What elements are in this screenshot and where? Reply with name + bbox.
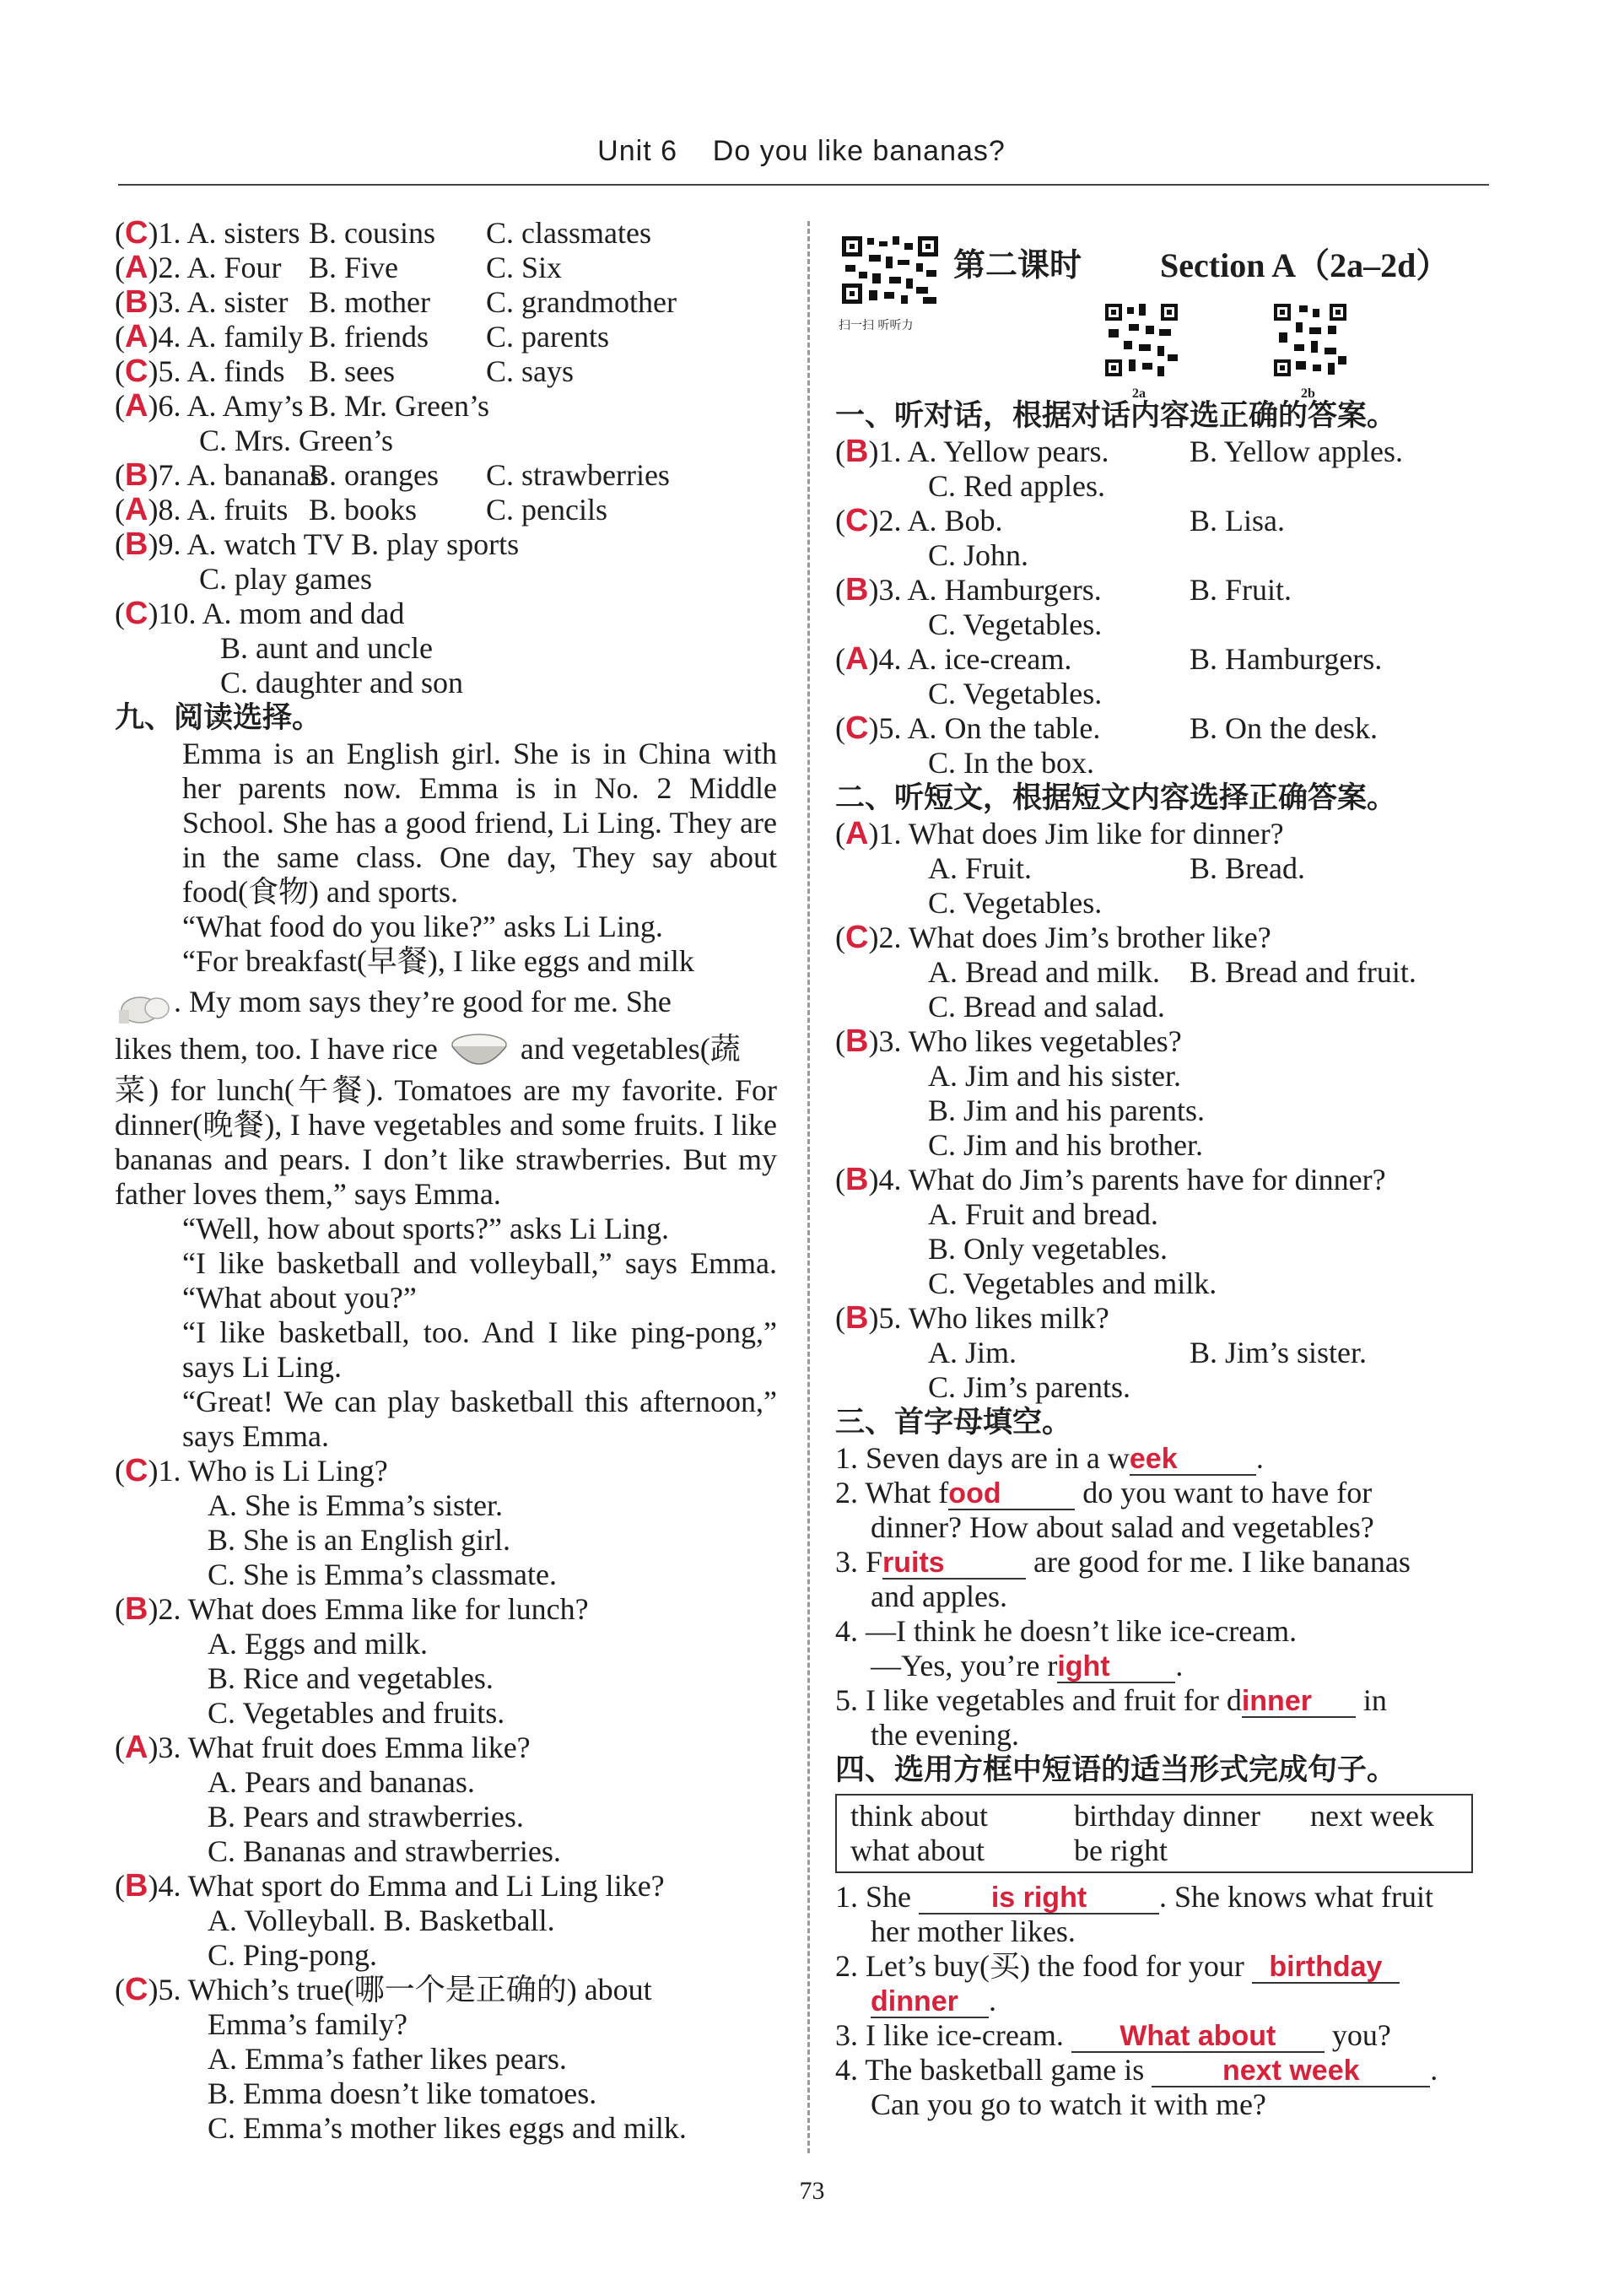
fill-1-blank[interactable]: [1130, 1444, 1256, 1476]
eggs-milk-image: [115, 985, 174, 1025]
option-b: B. Yellow apples.: [1190, 435, 1404, 468]
passage-answer: C: [845, 920, 869, 955]
fill-2-answer: ood: [948, 1477, 1001, 1509]
cloze-answer: A: [125, 492, 148, 527]
fill-item-4: [835, 1649, 1492, 1683]
passage-question: [835, 817, 1492, 851]
cloze-option-b: B. sees: [309, 354, 395, 388]
section-label: Section A（2a–2d）: [1160, 246, 1450, 284]
passage-option: [835, 886, 1492, 921]
cloze-row: [115, 389, 777, 424]
passage-p9: “I like basketball and volleyball,” says Emma. “What about you?”: [182, 1246, 777, 1315]
question-option: [115, 1800, 777, 1834]
reading-answer-wrap: (A: [115, 1730, 148, 1765]
fill-3-post: are good for me. I like bananas: [1026, 1545, 1411, 1579]
fill-item-3-line2: and apples.: [871, 1580, 1007, 1613]
reading-question: [115, 1592, 777, 1627]
cloze-option-a: )9. A. watch TV B. play sports: [148, 527, 520, 561]
cloze-option-c: C. Mrs. Green’s: [199, 424, 393, 457]
cloze-answer-wrap: (A: [115, 250, 148, 285]
phrase-item-2: [835, 1949, 1492, 1984]
option-c: C. Red apples.: [928, 469, 1105, 503]
fill-5-answer: inner: [1241, 1685, 1312, 1717]
question-stem: )2. What does Emma like for lunch?: [148, 1592, 589, 1626]
phrase-3-post: you?: [1331, 2018, 1391, 2052]
phrase-3-blank[interactable]: [1071, 2021, 1325, 2053]
question-stem: )2. What does Jim’s brother like?: [868, 921, 1271, 954]
option-text: A. Emma’s father likes pears.: [208, 2042, 567, 2076]
qr-2b-label: 2b: [1301, 386, 1315, 401]
question-option: [115, 2007, 777, 2042]
header-rule: [118, 184, 1489, 186]
cloze-option-a: )4. A. family: [148, 320, 304, 354]
passage-p8: “Well, how about sports?” asks Li Ling.: [182, 1212, 669, 1245]
passage-p2: “What food do you like?” asks Li Ling.: [182, 910, 663, 943]
cloze-answers: [115, 216, 777, 700]
option-b: B. Lisa.: [1190, 504, 1285, 537]
fill-4-text: —Yes, you’re r: [871, 1649, 1058, 1682]
reading-answer-wrap: (C: [115, 1972, 148, 2007]
cloze-option-c: C. parents: [486, 320, 609, 354]
listening-row-c: [835, 746, 1492, 780]
passage-option: [835, 990, 1492, 1024]
listening-answer: C: [845, 710, 869, 746]
question-option: [115, 1558, 777, 1592]
option-text: A. Jim and his sister.: [928, 1059, 1182, 1093]
listening-answer-wrap: (C: [835, 503, 869, 538]
reading-answer-wrap: (C: [115, 1453, 148, 1488]
cloze-row: [115, 666, 777, 700]
cloze-row: [115, 631, 777, 666]
option-text: C. Jim and his brother.: [928, 1128, 1203, 1162]
section-2-title: 二、听短文，根据短文内容选择正确答案。: [835, 781, 1397, 815]
passage-question: [835, 921, 1492, 955]
cloze-option-a: )3. A. sister: [148, 285, 289, 319]
option-text: Emma’s family?: [208, 2007, 407, 2041]
listening-answer: A: [845, 641, 869, 677]
reading-answer-wrap: (B: [115, 1591, 148, 1627]
phrase-4-post: .: [1430, 2053, 1438, 2087]
cloze-answer: C: [125, 215, 148, 251]
left-column: [115, 216, 777, 2146]
passage-option: [835, 1094, 1492, 1128]
cloze-option-b: B. friends: [309, 320, 429, 354]
option-text: B. Emma doesn’t like tomatoes.: [208, 2076, 597, 2110]
listening-row: [835, 504, 1492, 538]
cloze-option-c: C. grandmother: [486, 285, 677, 319]
fill-5-text: 5. I like vegetables and fruit for d: [835, 1683, 1242, 1717]
fill-item-5: [835, 1683, 1492, 1718]
passage-option: [835, 1059, 1492, 1094]
fill-2-post: do you want to have for: [1075, 1476, 1373, 1509]
option-text: A. Fruit and bread.: [928, 1197, 1158, 1231]
passage-option: [835, 1128, 1492, 1163]
question-option: [115, 2076, 777, 2111]
option-text-b: B. Bread and fruit.: [1190, 955, 1416, 989]
cloze-answer: A: [125, 388, 148, 424]
fill-item-4-line1: 4. —I think he doesn’t like ice-cream.: [835, 1614, 1298, 1648]
cloze-answer: B: [125, 284, 148, 320]
cloze-answer: B: [125, 527, 148, 562]
phrase-3-answer: What about: [1120, 2020, 1276, 2052]
option-b: B. Hamburgers.: [1190, 642, 1383, 676]
cloze-row: [115, 458, 777, 493]
cloze-option-b: B. oranges: [309, 458, 439, 492]
cloze-row: [115, 527, 777, 562]
passage-rice-line: [115, 1024, 777, 1073]
cloze-answer: C: [125, 596, 148, 631]
column-divider: [807, 221, 810, 2153]
passage-option: [835, 1197, 1492, 1232]
cloze-option: C. daughter and son: [220, 666, 463, 699]
cloze-row: [115, 354, 777, 389]
passage-option: [835, 1336, 1492, 1370]
listening-answer-wrap: (B: [835, 434, 869, 469]
fill-item-2: [835, 1476, 1492, 1510]
fill-4-blank[interactable]: [1057, 1651, 1175, 1683]
option-text: B. Rice and vegetables.: [208, 1661, 494, 1695]
rice-bowl-image: [445, 1029, 513, 1075]
option-text: C. Emma’s mother likes eggs and milk.: [208, 2111, 687, 2145]
cloze-answer-wrap: (B: [115, 284, 148, 320]
listening-answer: C: [845, 503, 869, 538]
reading-answer: B: [125, 1868, 148, 1904]
unit-label: Unit 6: [597, 135, 677, 167]
right-column: [835, 216, 1492, 2122]
section-3-title: 三、首字母填空。: [835, 1406, 1072, 1439]
cloze-answer-wrap: (A: [115, 388, 148, 424]
passage-p4: . My mom says they’re good for me. She: [174, 985, 672, 1018]
listening-answer: B: [845, 572, 869, 608]
cloze-row: [115, 320, 777, 354]
option-text: B. Pears and strawberries.: [208, 1800, 524, 1833]
fill-2-blank[interactable]: [948, 1478, 1075, 1510]
phrase-item-1: [835, 1880, 1492, 1914]
passage-option: [835, 1370, 1492, 1405]
listening-row-c: [835, 608, 1492, 642]
phrase-1-answer: is right: [990, 1882, 1087, 1914]
option-c: C. Vegetables.: [928, 677, 1103, 710]
fill-item-2-line2: dinner? How about salad and vegetables?: [871, 1510, 1374, 1544]
option-a: )5. A. On the table.: [868, 711, 1101, 745]
option-text-b: B. Bread.: [1190, 851, 1305, 885]
option-c: C. John.: [928, 538, 1029, 572]
passage-answer: B: [845, 1162, 869, 1197]
cloze-answer: A: [125, 319, 148, 354]
cloze-answer: C: [125, 354, 148, 389]
passage-question: [835, 1301, 1492, 1336]
listening-dialogue-answers: [835, 435, 1492, 780]
phrase-4-blank[interactable]: [1152, 2055, 1430, 2087]
question-option: [115, 1627, 777, 1661]
section-1-title: 一、听对话，根据对话内容选正确的答案。: [835, 399, 1397, 433]
option-text: C. Bananas and strawberries.: [208, 1834, 561, 1868]
section-9-title: 九、阅读选择。: [115, 701, 322, 735]
listening-row-c: [835, 538, 1492, 573]
fill-4-answer: ight: [1057, 1650, 1110, 1682]
passage-option: [835, 955, 1492, 990]
fill-3-blank[interactable]: [882, 1547, 1026, 1580]
passage-answer-wrap: (A: [835, 816, 869, 851]
option-text: C. Ping-pong.: [208, 1938, 378, 1972]
option-b: B. Fruit.: [1190, 573, 1292, 607]
phrase-think-about: think about: [850, 1799, 988, 1833]
option-c: C. In the box.: [928, 746, 1094, 780]
cloze-option-c: C. Six: [486, 251, 563, 284]
cloze-option-c: C. classmates: [486, 216, 651, 250]
cloze-option-b: B. Mr. Green’s: [309, 389, 489, 423]
reading-answer: B: [125, 1591, 148, 1627]
option-a: )3. A. Hamburgers.: [868, 573, 1102, 607]
phrase-2-blank-cont[interactable]: [871, 1986, 989, 2018]
phrase-2-blank[interactable]: [1252, 1952, 1400, 1984]
passage-option: [835, 851, 1492, 886]
question-option: [115, 1834, 777, 1869]
question-stem: )1. What does Jim like for dinner?: [868, 817, 1284, 851]
question-option: [115, 1904, 777, 1938]
fill-3-answer: ruits: [882, 1547, 945, 1579]
cloze-option-a: )8. A. fruits: [148, 493, 289, 527]
option-text: A. Bread and milk.: [928, 955, 1160, 989]
phrase-2-answer-cont: dinner: [871, 1985, 958, 2017]
question-option: [115, 1661, 777, 1696]
question-stem: )5. Which’s true(哪一个是正确的) about: [148, 1973, 652, 2006]
qr-2a-label: 2a: [1132, 386, 1146, 401]
cloze-row: [115, 216, 777, 251]
reading-passage: [115, 737, 777, 1454]
fill-item-5-line2: the evening.: [871, 1718, 1019, 1752]
cloze-option-a: )10. A. mom and dad: [148, 597, 405, 630]
question-stem: )3. What fruit does Emma like?: [148, 1731, 531, 1764]
cloze-row: [115, 285, 777, 320]
reading-question: [115, 1731, 777, 1765]
fill-1-post: .: [1255, 1441, 1264, 1475]
passage-option: [835, 1266, 1492, 1301]
phrase-what-about: what about: [850, 1833, 985, 1867]
passage-question: [835, 1024, 1492, 1059]
phrase-item-2-line2: [835, 1984, 1492, 2018]
qr-2a-icon: [1105, 304, 1178, 376]
question-stem: )3. Who likes vegetables?: [868, 1024, 1182, 1058]
unit-title: Do you like bananas?: [712, 135, 1006, 167]
cloze-option-c: C. strawberries: [486, 458, 670, 492]
question-option: [115, 1696, 777, 1731]
reading-question: [115, 1869, 777, 1904]
cloze-answer-wrap: (C: [115, 354, 148, 389]
phrase-1-text: 1. She: [835, 1880, 911, 1914]
option-text: B. She is an English girl.: [208, 1523, 510, 1557]
option-a: )4. A. ice-cream.: [868, 642, 1072, 676]
question-option: [115, 2042, 777, 2076]
fill-5-blank[interactable]: [1242, 1686, 1356, 1718]
reading-question: [115, 1454, 777, 1488]
passage-question: [835, 1163, 1492, 1197]
section-4-title: 四、选用方框中短语的适当形式完成句子。: [835, 1753, 1397, 1787]
passage-p7: 菜) for lunch(午餐). Tomatoes are my favorite. For dinner(晚餐), I have vegetables and some fruits. I like bananas and pears. I don’t like strawberries. But my father loves them,” says Emma.: [115, 1073, 777, 1211]
option-text-b: B. Jim’s sister.: [1190, 1336, 1368, 1369]
cloze-option-b: B. Five: [309, 251, 399, 284]
fill-1-answer: eek: [1129, 1443, 1178, 1475]
question-stem: )1. Who is Li Ling?: [148, 1454, 388, 1488]
option-c: C. Vegetables.: [928, 608, 1103, 641]
passage-answer-wrap: (B: [835, 1162, 869, 1197]
fill-4-post: .: [1175, 1649, 1184, 1682]
phrase-2-post: .: [989, 1984, 996, 2017]
cloze-option-b: B. cousins: [309, 216, 436, 250]
listening-row-c: [835, 677, 1492, 711]
reading-answer: A: [125, 1730, 148, 1765]
phrase-4-text: 4. The basketball game is: [835, 2053, 1145, 2087]
cloze-option-c: C. pencils: [486, 493, 607, 527]
phrase-box-row-2: [850, 1833, 1458, 1868]
passage-answer-wrap: (C: [835, 920, 869, 955]
passage-answer-wrap: (B: [835, 1300, 869, 1336]
option-text: C. Vegetables and milk.: [928, 1266, 1217, 1300]
question-option: [115, 2111, 777, 2146]
phrase-3-text: 3. I like ice-cream.: [835, 2018, 1064, 2052]
cloze-answer-wrap: (B: [115, 527, 148, 562]
fill-3-text: 3. F: [835, 1545, 883, 1579]
passage-answer-wrap: (B: [835, 1023, 869, 1059]
fill-item-3: [835, 1545, 1492, 1580]
passage-answer: B: [845, 1300, 869, 1336]
option-text: A. Pears and bananas.: [208, 1765, 475, 1799]
option-text: C. Vegetables and fruits.: [208, 1696, 505, 1730]
option-text: A. Jim.: [928, 1336, 1017, 1369]
cloze-answer-wrap: (A: [115, 492, 148, 527]
cloze-option-c: C. play games: [199, 562, 372, 596]
question-option: [115, 1765, 777, 1800]
fill-2-text: 2. What f: [835, 1476, 949, 1509]
cloze-row: [115, 424, 777, 458]
option-a: )2. A. Bob.: [868, 504, 1003, 537]
cloze-answer: A: [125, 250, 148, 285]
reading-answer: C: [125, 1972, 148, 2007]
listening-answer: B: [845, 434, 869, 469]
phrase-box-row-1: [850, 1799, 1458, 1833]
cloze-answer: B: [125, 457, 148, 493]
option-text: C. She is Emma’s classmate.: [208, 1558, 557, 1591]
option-text: B. Jim and his parents.: [928, 1094, 1205, 1127]
reading-answer-wrap: (B: [115, 1868, 148, 1904]
option-b: B. On the desk.: [1190, 711, 1378, 745]
passage-option: [835, 1232, 1492, 1266]
listening-row: [835, 642, 1492, 677]
listening-row: [835, 435, 1492, 469]
cloze-answer-wrap: (C: [115, 215, 148, 251]
cloze-row: [115, 493, 777, 527]
passage-p10: “I like basketball, too. And I like ping-pong,” says Li Ling.: [182, 1315, 777, 1384]
cloze-row: [115, 597, 777, 631]
passage-p3: “For breakfast(早餐), I like eggs and milk: [182, 944, 694, 978]
option-text: A. Fruit.: [928, 851, 1033, 885]
fill-1-text: 1. Seven days are in a w: [835, 1441, 1130, 1475]
lesson-label: 第二课时: [953, 246, 1082, 284]
passage-p1: Emma is an English girl. She is in China with her parents now. Emma is in No. 2 Middle School. She has a good friend, Li Ling. They are in the same class. One day, They say about food(食物) and sports.: [182, 737, 777, 909]
cloze-option-b: B. books: [309, 493, 418, 527]
passage-p11: “Great! We can play basketball this afternoon,” says Emma.: [182, 1385, 777, 1453]
passage-eggs-line: [115, 979, 777, 1024]
listening-answer-wrap: (A: [835, 641, 869, 677]
phrase-item-3: [835, 2018, 1492, 2053]
cloze-row: [115, 251, 777, 285]
question-stem: )5. Who likes milk?: [868, 1301, 1109, 1335]
scan-hint: 扫一扫 听听力: [839, 319, 914, 332]
phrase-birthday-dinner: birthday dinner: [1074, 1799, 1260, 1833]
listening-row: [835, 711, 1492, 746]
phrase-4-answer: next week: [1222, 2055, 1360, 2087]
cloze-row: [115, 562, 777, 597]
page-number: 73: [799, 2177, 825, 2205]
reading-questions: [115, 1454, 777, 2146]
phrase-next-week: next week: [1310, 1799, 1434, 1833]
listening-answer-wrap: (B: [835, 572, 869, 608]
phrase-2-text: 2. Let’s buy(买) the food for your: [835, 1949, 1244, 1983]
qr-code-icon: [842, 236, 938, 304]
option-text: A. Volleyball. B. Basketball.: [208, 1904, 555, 1937]
listening-row: [835, 573, 1492, 608]
option-text: C. Jim’s parents.: [928, 1370, 1130, 1404]
cloze-answer-wrap: (B: [115, 457, 148, 493]
phrase-item-4: [835, 2053, 1492, 2087]
option-text: B. Only vegetables.: [928, 1232, 1168, 1266]
option-text: C. Vegetables.: [928, 886, 1103, 920]
passage-p6: and vegetables(蔬: [520, 1032, 741, 1066]
cloze-option-a: )2. A. Four: [148, 251, 282, 284]
cloze-answer-wrap: (C: [115, 596, 148, 631]
listening-answer-wrap: (C: [835, 710, 869, 746]
passage-answer: A: [845, 816, 869, 851]
reading-answer: C: [125, 1453, 148, 1488]
page-header: [118, 135, 1485, 168]
phrase-box: [835, 1794, 1473, 1873]
listening-row-c: [835, 469, 1492, 504]
cloze-option-a: )6. A. Amy’s: [148, 389, 304, 423]
passage-answer: B: [845, 1023, 869, 1059]
phrase-be-right: be right: [1074, 1833, 1168, 1867]
cloze-option-a: )7. A. bananas: [148, 458, 322, 492]
question-option: [115, 1523, 777, 1558]
fill-item-1: [835, 1441, 1492, 1476]
phrase-item-1-line2: her mother likes.: [871, 1914, 1076, 1948]
option-text: C. Bread and salad.: [928, 990, 1165, 1023]
cloze-option: B. aunt and uncle: [220, 631, 433, 665]
phrase-2-answer: birthday: [1269, 1951, 1383, 1983]
phrase-1-blank[interactable]: [919, 1882, 1159, 1914]
reading-question: [115, 1973, 777, 2007]
cloze-option-a: )5. A. finds: [148, 354, 285, 388]
phrase-1-post: . She knows what fruit: [1159, 1880, 1433, 1914]
qr-2b-icon: [1274, 304, 1346, 376]
lesson-title-block: [835, 216, 1492, 401]
option-a: )1. A. Yellow pears.: [868, 435, 1109, 468]
phrase-item-4-line2: Can you go to watch it with me?: [871, 2087, 1266, 2121]
question-option: [115, 1938, 777, 1973]
cloze-option-a: )1. A. sisters: [148, 216, 300, 250]
cloze-answer-wrap: (A: [115, 319, 148, 354]
question-option: [115, 1488, 777, 1523]
fill-5-post: in: [1355, 1683, 1387, 1717]
question-stem: )4. What sport do Emma and Li Ling like?: [148, 1869, 665, 1903]
question-stem: )4. What do Jim’s parents have for dinner?: [868, 1163, 1386, 1196]
cloze-option-c: C. says: [486, 354, 575, 388]
option-text: A. Eggs and milk.: [208, 1627, 428, 1661]
option-text: A. She is Emma’s sister.: [208, 1488, 503, 1522]
listening-passage-answers: [835, 817, 1492, 1405]
passage-p5: likes them, too. I have rice: [115, 1032, 438, 1066]
cloze-option-b: B. mother: [309, 285, 430, 319]
